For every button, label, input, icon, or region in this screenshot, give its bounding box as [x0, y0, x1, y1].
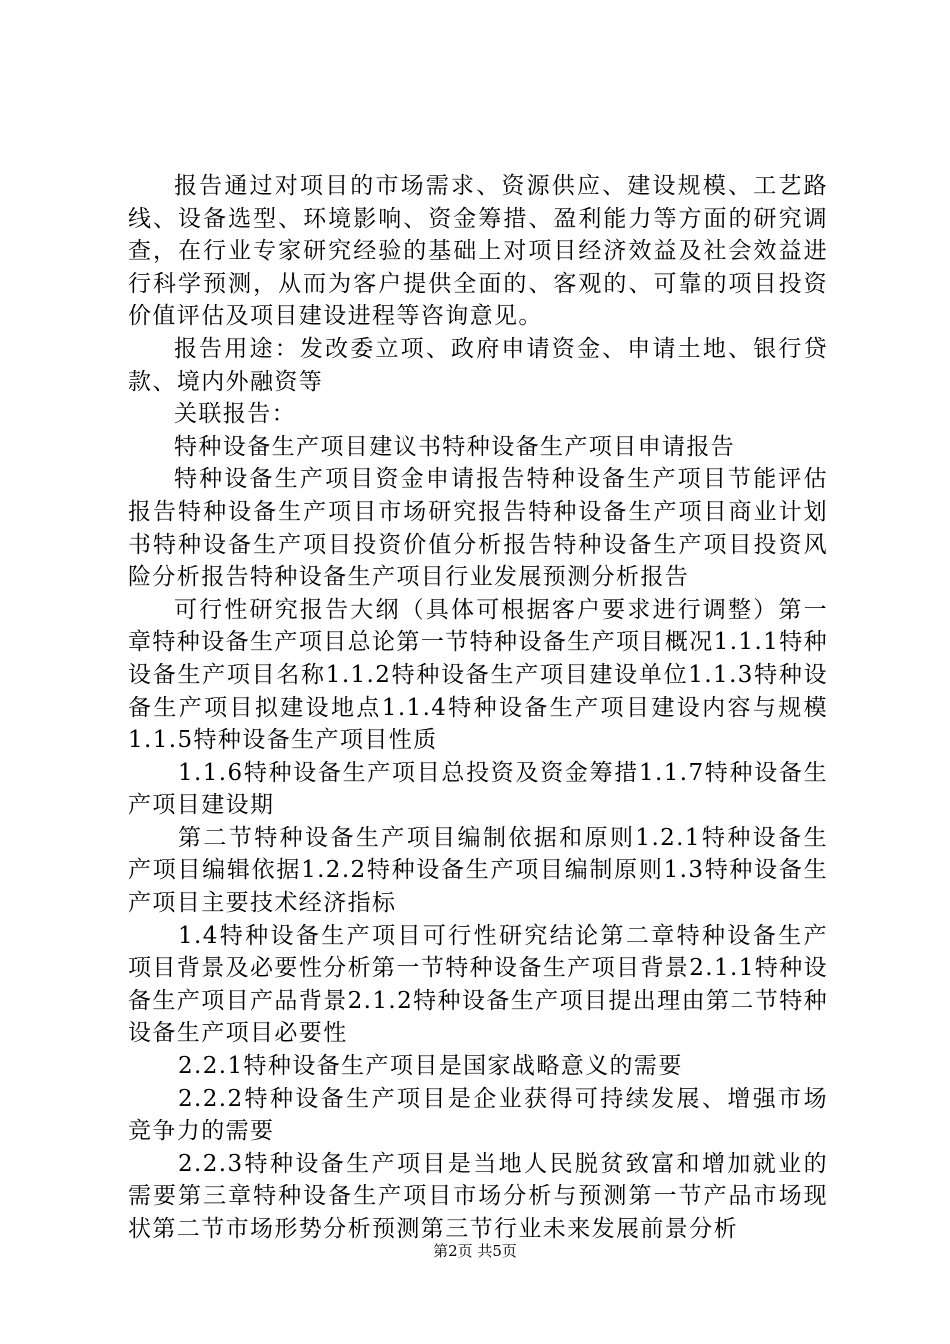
paragraph-outline-2-2-1: 2.2.1特种设备生产项目是国家战略意义的需要 — [178, 1053, 683, 1080]
paragraph-outline-2-2-3: 2.2.3特种设备生产项目是当地人民脱贫致富和增加就业的需要第三章特种设备生产项目市场分析与预测第一节产品市场现状第二节市场形势分析预测第三节行业未来发展前景分析 — [128, 1150, 828, 1242]
page-footer: 第2页 共5页 — [433, 1242, 517, 1260]
paragraph-outline-2-2-2: 2.2.2特种设备生产项目是企业获得可持续发展、增强市场竞争力的需要 — [128, 1085, 828, 1145]
paragraph-report-usage: 报告用途：发改委立项、政府申请资金、申请土地、银行贷款、境内外融资等 — [128, 335, 828, 395]
document-body — [128, 170, 828, 1246]
paragraph-outline-1-1-6: 1.1.6特种设备生产项目总投资及资金筹措1.1.7特种设备生产项目建设期 — [128, 759, 828, 819]
paragraph-outline-section2: 第二节特种设备生产项目编制依据和原则1.2.1特种设备生产项目编辑依据1.2.2特种设备生产项目编制原则1.3特种设备生产项目主要技术经济指标 — [128, 824, 828, 917]
paragraph-outline-1-4: 1.4特种设备生产项目可行性研究结论第二章特种设备生产项目背景及必要性分析第一节特种设备生产项目背景2.1.1特种设备生产项目产品背景2.1.2特种设备生产项目提出理由第二节特种设备生产项目必要性 — [128, 922, 828, 1047]
paragraph-outline-chapter1: 可行性研究报告大纲（具体可根据客户要求进行调整）第一章特种设备生产项目总论第一节特种设备生产项目概况1.1.1特种设备生产项目名称1.1.2特种设备生产项目建设单位1.1.3特种设备生产项目拟建设地点1.1.4特种设备生产项目建设内容与规模1.1.5特种设备生产项目性质 — [128, 596, 828, 754]
paragraph-related-reports-heading: 关联报告： — [174, 401, 296, 428]
paragraph-related-reports-2: 特种设备生产项目资金申请报告特种设备生产项目节能评估报告特种设备生产项目市场研究报告特种设备生产项目商业计划书特种设备生产项目投资价值分析报告特种设备生产项目投资风险分析报告特种设备生产项目行业发展预测分析报告 — [128, 466, 828, 591]
paragraph-intro: 报告通过对项目的市场需求、资源供应、建设规模、工艺路线、设备选型、环境影响、资金筹措、盈利能力等方面的研究调查，在行业专家研究经验的基础上对项目经济效益及社会效益进行科学预测，从而为客户提供全面的、客观的、可靠的项目投资价值评估及项目建设进程等咨询意见。 — [128, 173, 828, 330]
paragraph-related-reports-1: 特种设备生产项目建议书特种设备生产项目申请报告 — [174, 433, 736, 460]
